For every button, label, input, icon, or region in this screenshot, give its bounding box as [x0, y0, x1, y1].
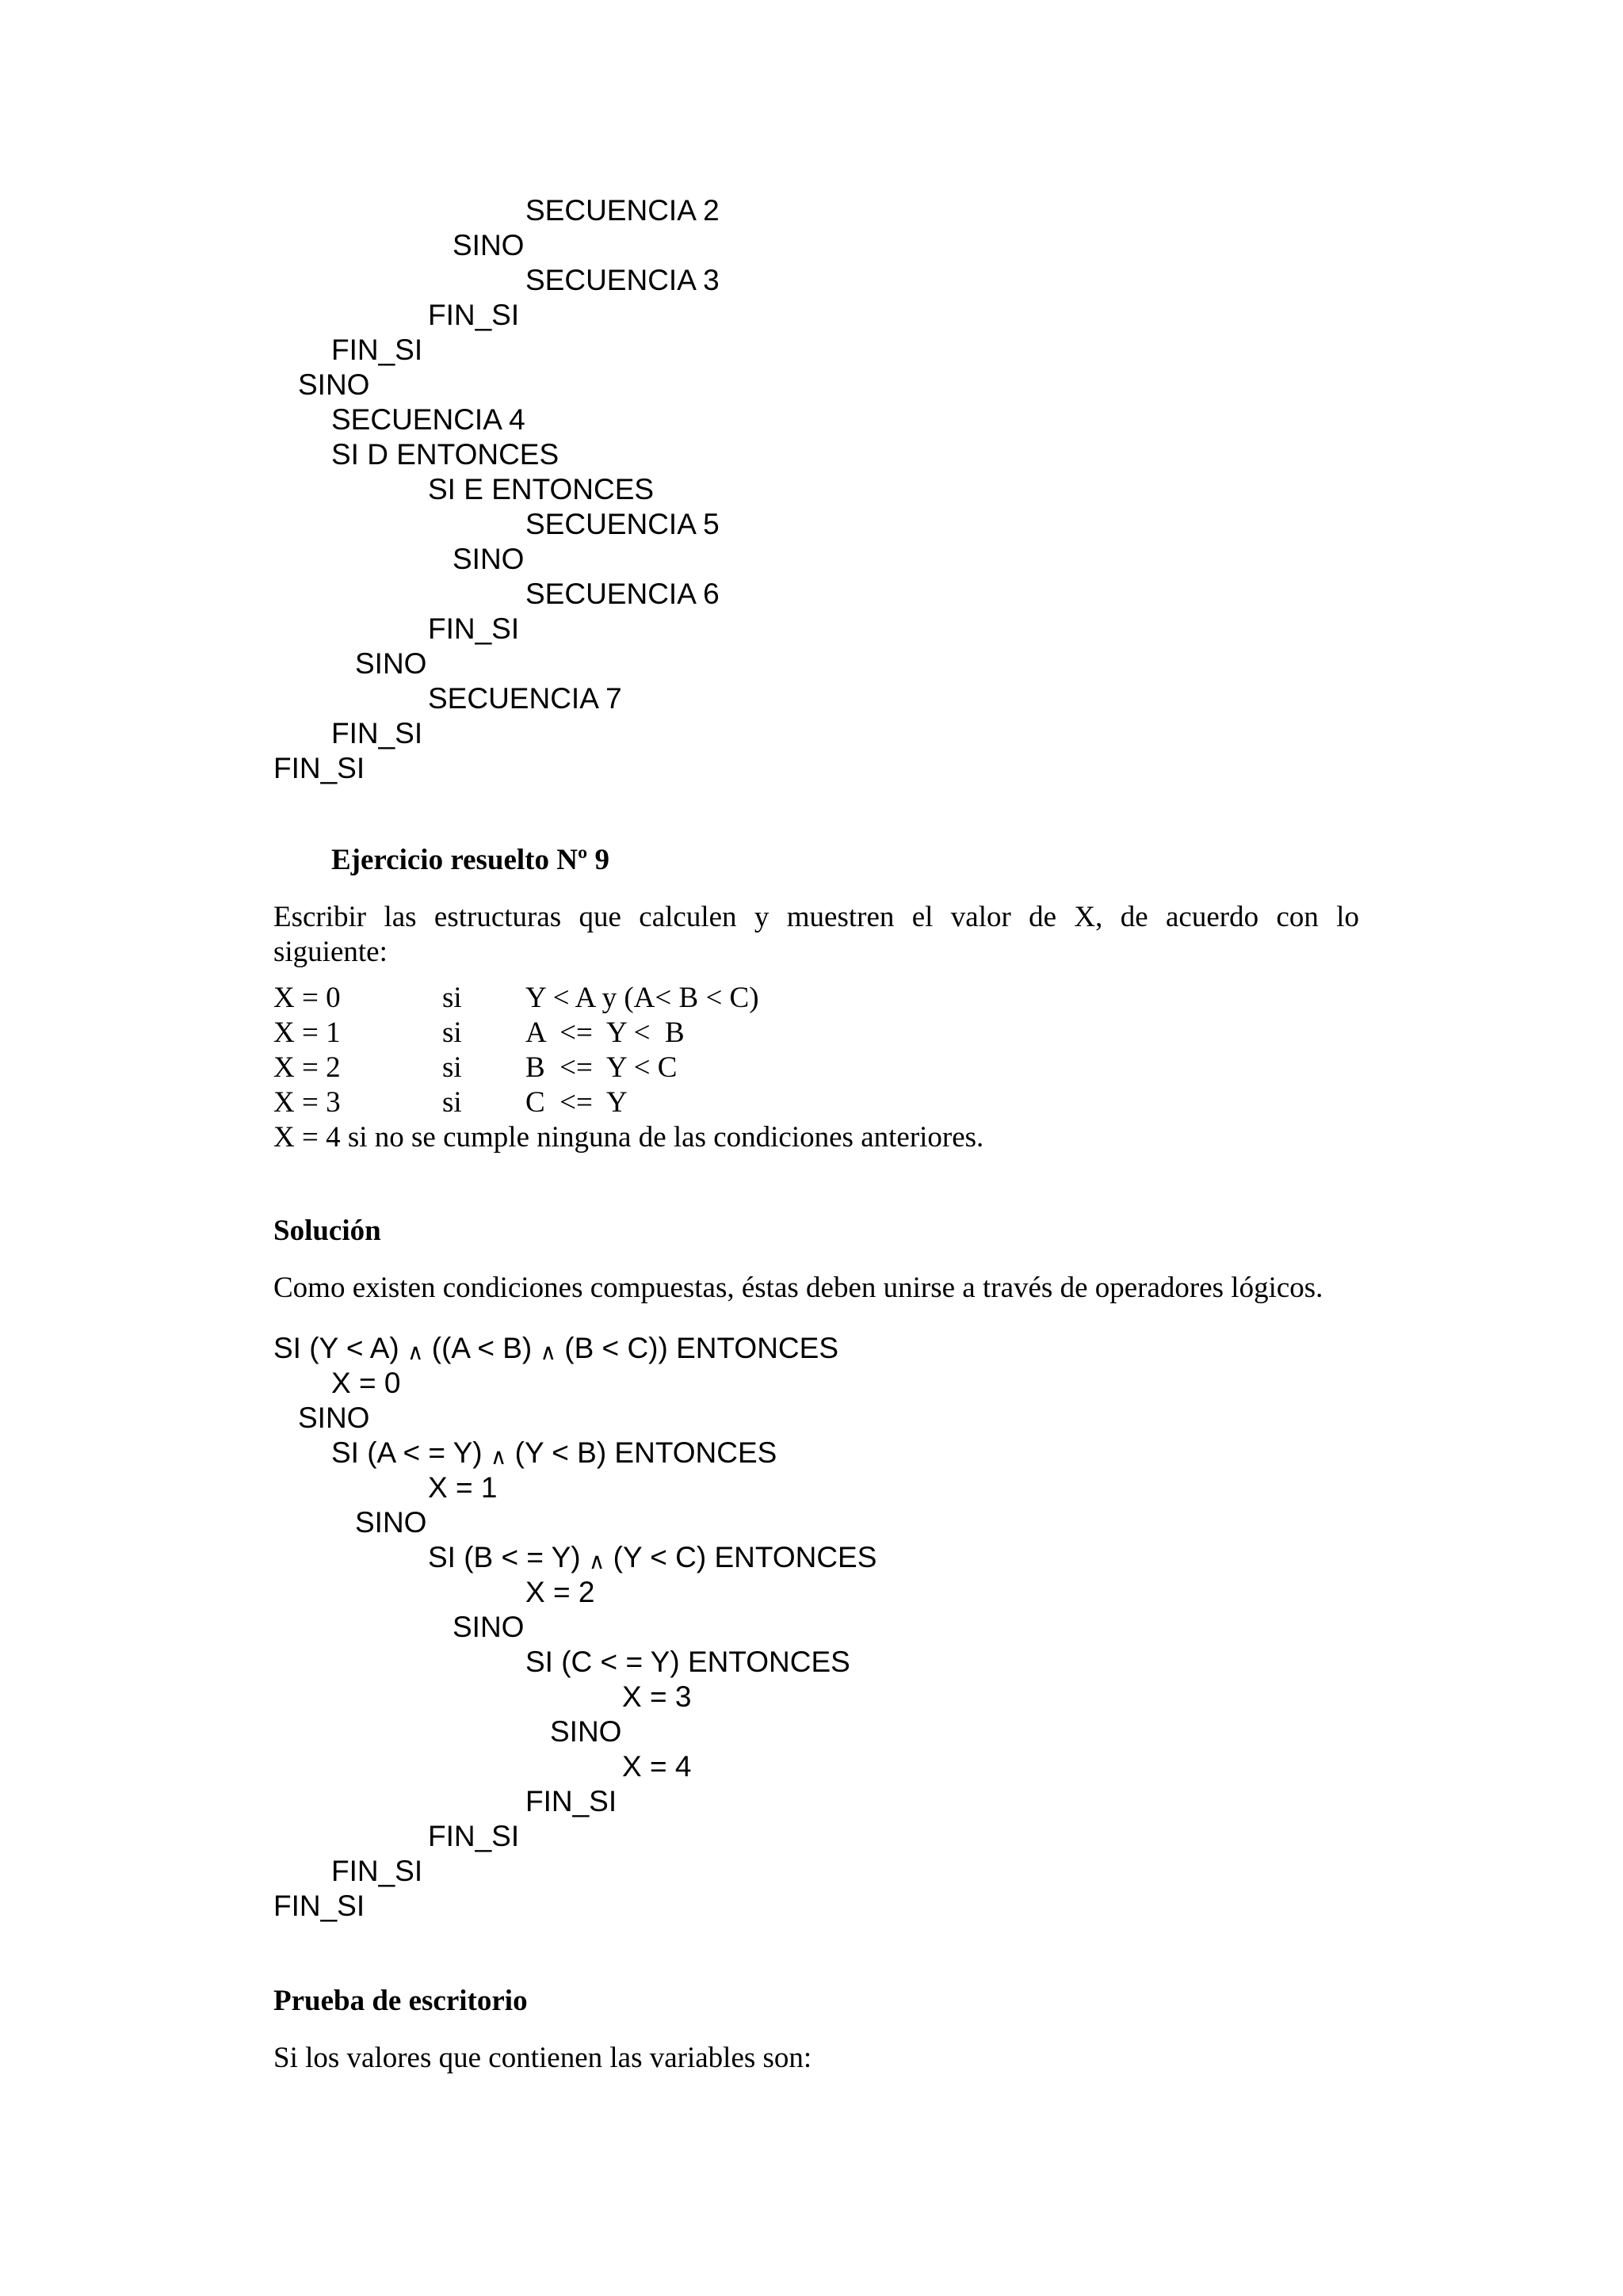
condition-x: X = 0 — [273, 982, 341, 1014]
desk-test-text: Si los valores que contienen las variables son: — [273, 2042, 812, 2074]
condition-si: si — [442, 1016, 462, 1049]
solution-text: Como existen condiciones compuestas, éstas deben unirse a través de operadores lógicos. — [273, 1272, 1323, 1304]
code-line: SINO — [298, 368, 370, 401]
condition-x: X = 3 — [273, 1086, 341, 1119]
condition-expr: Y < A y (A< B < C) — [525, 982, 759, 1014]
code-line: SINO — [453, 543, 525, 575]
condition-expr: A <= Y < B — [525, 1016, 685, 1049]
solution-title: Solución — [273, 1215, 381, 1247]
condition-expr: B <= Y < C — [525, 1051, 678, 1084]
code-line: X = 3 — [622, 1680, 692, 1713]
code-line: SI (C < = Y) ENTONCES — [525, 1646, 850, 1678]
condition-si: si — [442, 1051, 462, 1084]
code-line: FIN_SI — [428, 299, 520, 331]
code-line: SI (Y < A) ∧ ((A < B) ∧ (B < C)) ENTONCES — [273, 1332, 838, 1364]
condition-si: si — [442, 982, 462, 1014]
code-line: SINO — [453, 1611, 525, 1643]
code-line: SI D ENTONCES — [331, 438, 559, 471]
code-line: FIN_SI — [525, 1785, 617, 1817]
code-line: SINO — [355, 647, 427, 680]
and-operator-icon: ∧ — [490, 1444, 507, 1469]
exercise-intro-line2: siguiente: — [273, 936, 388, 968]
code-line: FIN_SI — [428, 612, 520, 645]
code-line: X = 4 — [622, 1750, 692, 1783]
code-line: SECUENCIA 5 — [525, 508, 720, 540]
code-line: SINO — [298, 1402, 370, 1434]
code-line: SI (B < = Y) ∧ (Y < C) ENTONCES — [428, 1541, 877, 1573]
condition-x: X = 1 — [273, 1016, 341, 1049]
code-line: SINO — [550, 1715, 622, 1748]
and-operator-icon: ∧ — [407, 1340, 424, 1364]
code-line: SECUENCIA 4 — [331, 403, 525, 436]
exercise-intro-line1: Escribir las estructuras que calculen y muestren el valor de X, de acuerdo con lo — [273, 901, 1359, 933]
code-line: SECUENCIA 7 — [428, 682, 622, 715]
condition-x: X = 2 — [273, 1051, 341, 1084]
code-line: SI E ENTONCES — [428, 473, 655, 505]
condition-else: X = 4 si no se cumple ninguna de las condiciones anteriores. — [273, 1121, 984, 1154]
exercise-title: Ejercicio resuelto Nº 9 — [331, 844, 609, 876]
code-line: FIN_SI — [331, 334, 423, 366]
code-line: SINO — [453, 229, 525, 261]
code-line: SECUENCIA 3 — [525, 264, 720, 296]
code-line: FIN_SI — [331, 717, 423, 749]
code-line: X = 1 — [428, 1471, 498, 1504]
code-line: FIN_SI — [428, 1820, 520, 1852]
and-operator-icon: ∧ — [588, 1549, 605, 1573]
code-line: FIN_SI — [273, 1890, 365, 1922]
code-line: X = 2 — [525, 1576, 595, 1608]
condition-si: si — [442, 1086, 462, 1119]
desk-test-title: Prueba de escritorio — [273, 1985, 528, 2017]
code-line: SI (A < = Y) ∧ (Y < B) ENTONCES — [331, 1436, 777, 1469]
code-line: SINO — [355, 1506, 427, 1539]
code-line: SECUENCIA 2 — [525, 194, 720, 227]
code-line: X = 0 — [331, 1367, 401, 1399]
code-line: FIN_SI — [273, 752, 365, 784]
code-line: FIN_SI — [331, 1855, 423, 1887]
condition-expr: C <= Y — [525, 1086, 628, 1119]
and-operator-icon: ∧ — [540, 1340, 556, 1364]
code-line: SECUENCIA 6 — [525, 578, 720, 610]
